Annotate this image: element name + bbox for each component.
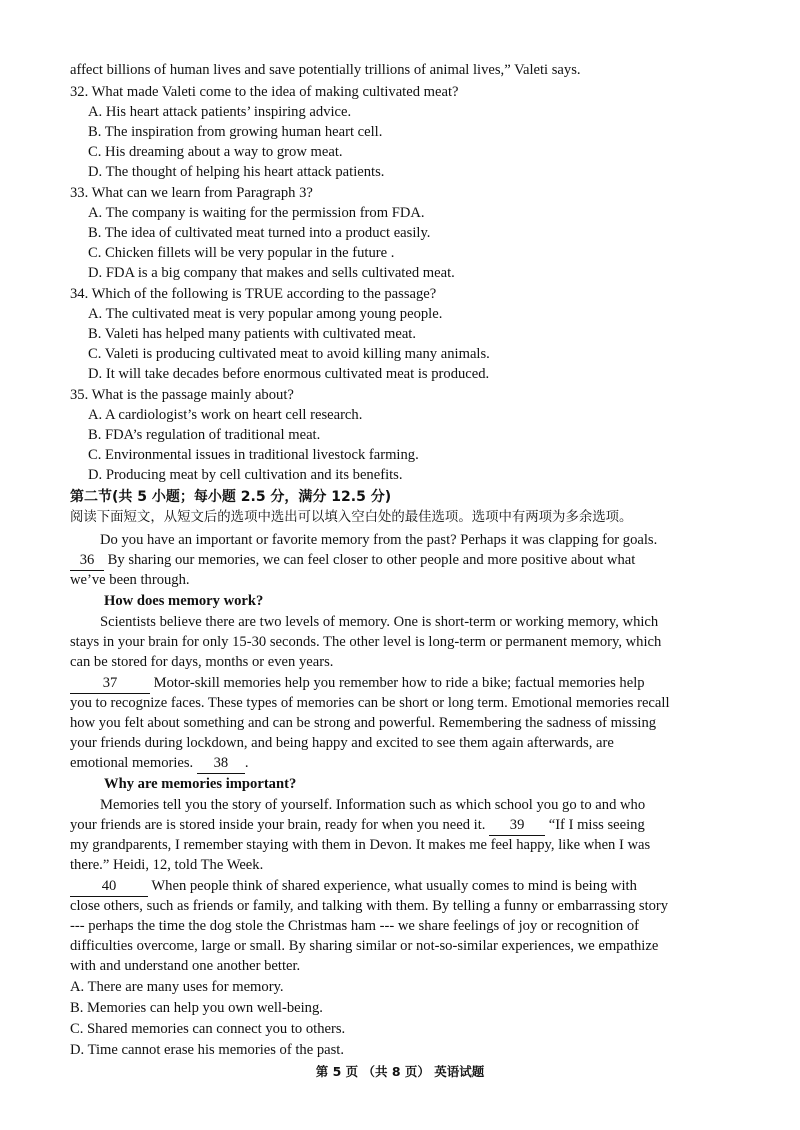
paragraph-3-line-1-text: Motor-skill memories help you remember how to ride a bike; factual memories help — [153, 675, 645, 691]
intro-line: affect billions of human lives and save potentially trillions of animal lives,” Valeti says. — [70, 62, 581, 78]
paragraph-1-line-2 — [70, 550, 635, 571]
question-33-option-c: C. Chicken fillets will be very popular in the future . — [88, 245, 395, 261]
paragraph-3-line-2: you to recognize faces. These types of memories can be short or long term. Emotional memories recall — [70, 695, 670, 711]
paragraph-1-line-1: Do you have an important or favorite memory from the past? Perhaps it was clapping for goals. — [100, 532, 658, 548]
blank-37: 37 — [70, 673, 150, 694]
section-2-instruction: 阅读下面短文，从短文后的选项中选出可以填入空白处的最佳选项。选项中有两项为多余选项。 — [70, 510, 633, 525]
paragraph-5-line-2: close others, such as friends or family, and talking with them. By telling a funny or embarrassing story — [70, 898, 669, 914]
question-34-option-d: D. It will take decades before enormous cultivated meat is produced. — [88, 366, 490, 382]
paragraph-3-line-1 — [70, 673, 645, 694]
paragraph-5-line-4: difficulties overcome, large or small. By sharing similar or not-so-similar experiences, we empathize — [70, 938, 659, 954]
paragraph-5-line-3: --- perhaps the time the dog stole the Christmas ham --- we share feelings of joy or recognition of — [70, 918, 639, 934]
paragraph-4-line-2-quote: “If I miss seeing — [548, 817, 645, 833]
question-34-stem: 34. Which of the following is TRUE according to the passage? — [70, 286, 437, 302]
question-33-option-a: A. The company is waiting for the permission from FDA. — [88, 205, 425, 221]
paragraph-1-line-2-text: By sharing our memories, we can feel closer to other people and more positive about what — [107, 552, 636, 568]
blank-39: 39 — [489, 815, 545, 836]
question-33-stem: 33. What can we learn from Paragraph 3? — [70, 185, 313, 201]
question-32-option-c: C. His dreaming about a way to grow meat. — [88, 144, 343, 160]
subheading-memories-important: Why are memories important? — [104, 776, 297, 792]
paragraph-4-line-4: there.” Heidi, 12, told The Week. — [70, 857, 264, 873]
paragraph-2-line-2: stays in your brain for only 15-30 seconds. The other level is long-term or permanent memory, which — [70, 634, 662, 650]
question-32-option-b: B. The inspiration from growing human heart cell. — [88, 124, 383, 140]
question-35-stem: 35. What is the passage mainly about? — [70, 387, 294, 403]
question-34-option-b: B. Valeti has helped many patients with cultivated meat. — [88, 326, 417, 342]
question-35-option-c: C. Environmental issues in traditional livestock farming. — [88, 447, 419, 463]
blank-38: 38 — [197, 753, 245, 774]
paragraph-2-line-1: Scientists believe there are two levels of memory. One is short-term or working memory, which — [100, 614, 659, 630]
question-35-option-a: A. A cardiologist’s work on heart cell research. — [88, 407, 363, 423]
paragraph-4-line-2 — [70, 815, 645, 836]
section-2-option-a: A. There are many uses for memory. — [70, 979, 284, 995]
page-footer: 第 5 页 （共 8 页） 英语试题 — [315, 1064, 485, 1079]
section-2-heading: 第二节(共 5 小题；每小题 2.5 分，满分 12.5 分) — [70, 489, 392, 505]
paragraph-5-line-5: with and understand one another better. — [70, 958, 301, 974]
section-2-option-c: C. Shared memories can connect you to others. — [70, 1021, 346, 1037]
question-34-option-a: A. The cultivated meat is very popular among young people. — [88, 306, 443, 322]
blank-40: 40 — [70, 876, 148, 897]
question-33-option-d: D. FDA is a big company that makes and sells cultivated meat. — [88, 265, 455, 281]
question-32-stem: 32. What made Valeti come to the idea of making cultivated meat? — [70, 84, 459, 100]
paragraph-1-line-3: we’ve been through. — [70, 572, 190, 588]
section-2-option-d: D. Time cannot erase his memories of the past. — [70, 1042, 344, 1058]
paragraph-3-line-5: emotional memories. 38 . — [70, 753, 249, 774]
question-35-option-d: D. Producing meat by cell cultivation and its benefits. — [88, 467, 403, 483]
paragraph-4-line-3: my grandparents, I remember staying with them in Devon. It makes me feel happy, like when I was — [70, 837, 651, 853]
subheading-memory-work: How does memory work? — [104, 593, 264, 609]
paragraph-2-line-3: can be stored for days, months or even years. — [70, 654, 334, 670]
paragraph-3-line-5-text: emotional memories. — [70, 755, 194, 771]
paragraph-3-line-4: your friends during lockdown, and being happy and excited to see them again afterwards, are — [70, 735, 614, 751]
paragraph-5-line-1 — [70, 876, 637, 897]
question-32-option-d: D. The thought of helping his heart attack patients. — [88, 164, 385, 180]
question-34-option-c: C. Valeti is producing cultivated meat to avoid killing many animals. — [88, 346, 490, 362]
section-2-option-b: B. Memories can help you own well-being. — [70, 1000, 323, 1016]
paragraph-4-line-1: Memories tell you the story of yourself. Information such as which school you go to and who — [100, 797, 646, 813]
blank-36: 36 — [70, 550, 104, 571]
question-32-option-a: A. His heart attack patients’ inspiring advice. — [88, 104, 352, 120]
paragraph-5-line-1-text: When people think of shared experience, what usually comes to mind is being with — [151, 878, 637, 894]
paragraph-4-line-2-text: your friends are is stored inside your brain, ready for when you need it. — [70, 817, 486, 833]
question-33-option-b: B. The idea of cultivated meat turned into a product easily. — [88, 225, 431, 241]
question-35-option-b: B. FDA’s regulation of traditional meat. — [88, 427, 321, 443]
paragraph-3-line-3: how you felt about something and can be strong and powerful. Remembering the sadness of missing — [70, 715, 657, 731]
